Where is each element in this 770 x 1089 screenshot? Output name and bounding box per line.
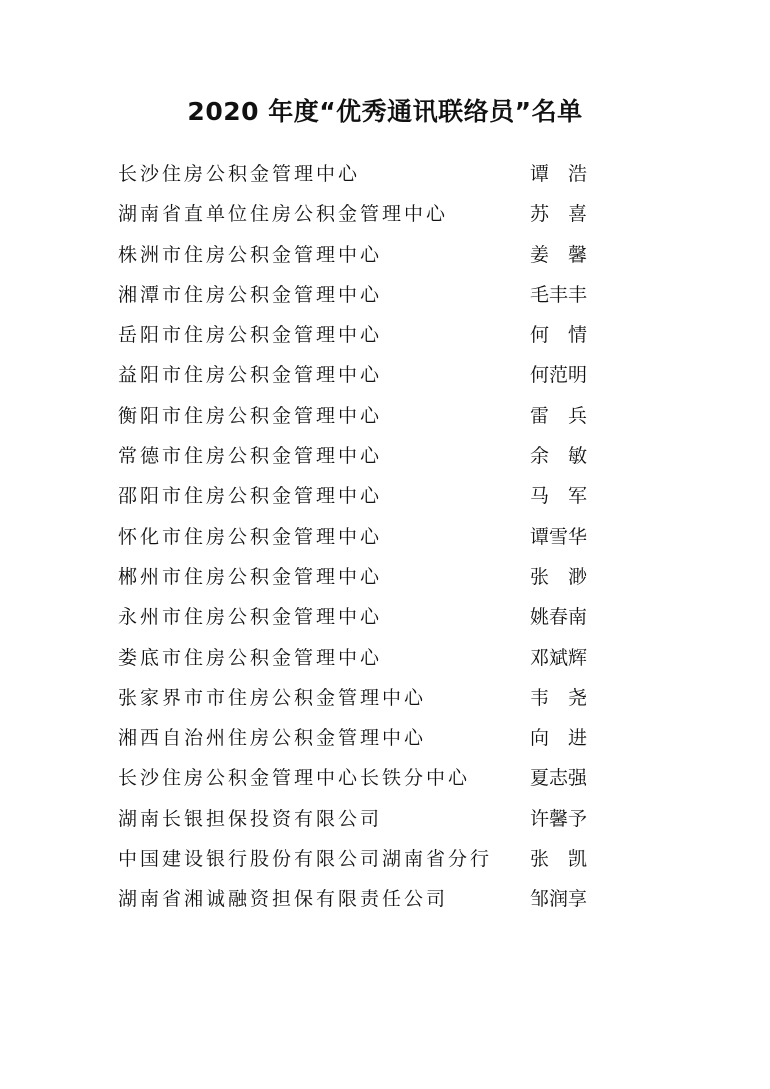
list-item bbox=[118, 881, 598, 921]
list-item bbox=[118, 519, 598, 559]
list-item bbox=[118, 438, 598, 478]
entry-list bbox=[118, 156, 598, 922]
org-name: 怀化市住房公积金管理中心 bbox=[118, 525, 383, 548]
list-item bbox=[118, 801, 598, 841]
org-name: 湖南长银担保投资有限公司 bbox=[118, 807, 383, 830]
list-item bbox=[118, 196, 598, 236]
org-name: 永州市住房公积金管理中心 bbox=[118, 606, 383, 629]
org-name: 益阳市住房公积金管理中心 bbox=[118, 364, 383, 387]
list-item bbox=[118, 680, 598, 720]
person-name: 韦 尧 bbox=[530, 686, 588, 709]
org-name: 常德市住房公积金管理中心 bbox=[118, 445, 383, 468]
org-name: 湖南省直单位住房公积金管理中心 bbox=[118, 203, 449, 226]
org-name: 中国建设银行股份有限公司湖南省分行 bbox=[118, 848, 493, 871]
list-item bbox=[118, 156, 598, 196]
person-name: 苏 喜 bbox=[530, 203, 588, 226]
org-name: 郴州市住房公积金管理中心 bbox=[118, 565, 383, 588]
person-name: 雷 兵 bbox=[530, 404, 588, 427]
org-name: 长沙住房公积金管理中心长铁分中心 bbox=[118, 767, 471, 790]
org-name: 湖南省湘诚融资担保有限责任公司 bbox=[118, 888, 449, 911]
person-name: 邹润享 bbox=[530, 888, 588, 911]
org-name: 岳阳市住房公积金管理中心 bbox=[118, 324, 383, 347]
person-name: 姜 馨 bbox=[530, 243, 588, 266]
person-name: 余 敏 bbox=[530, 445, 588, 468]
org-name: 张家界市市住房公积金管理中心 bbox=[118, 686, 427, 709]
org-name: 邵阳市住房公积金管理中心 bbox=[118, 485, 383, 508]
org-name: 湘西自治州住房公积金管理中心 bbox=[118, 727, 427, 750]
org-name: 长沙住房公积金管理中心 bbox=[118, 163, 361, 185]
list-item bbox=[118, 277, 598, 317]
person-name: 夏志强 bbox=[530, 767, 588, 790]
person-name: 邓斌辉 bbox=[530, 646, 588, 669]
list-item bbox=[118, 398, 598, 438]
person-name: 毛丰丰 bbox=[530, 283, 588, 306]
person-name: 张 渺 bbox=[530, 565, 588, 588]
person-name: 张 凯 bbox=[530, 848, 588, 871]
list-item bbox=[118, 237, 598, 277]
org-name: 娄底市住房公积金管理中心 bbox=[118, 646, 383, 669]
person-name: 马 军 bbox=[530, 485, 588, 508]
list-item bbox=[118, 478, 598, 518]
org-name: 湘潭市住房公积金管理中心 bbox=[118, 283, 383, 306]
list-item bbox=[118, 760, 598, 800]
list-item bbox=[118, 317, 598, 357]
list-item bbox=[118, 357, 598, 397]
person-name: 何 情 bbox=[530, 324, 588, 347]
person-name: 许馨予 bbox=[530, 807, 588, 830]
org-name: 衡阳市住房公积金管理中心 bbox=[118, 404, 383, 427]
person-name: 姚春南 bbox=[530, 606, 588, 629]
org-name: 株洲市住房公积金管理中心 bbox=[118, 243, 383, 266]
person-name: 向 进 bbox=[530, 727, 588, 750]
list-item bbox=[118, 841, 598, 881]
document-title: 2020 年度“优秀通讯联络员”名单 bbox=[187, 97, 583, 126]
person-name: 谭 浩 bbox=[530, 163, 588, 185]
list-item bbox=[118, 720, 598, 760]
list-item bbox=[118, 640, 598, 680]
person-name: 何范明 bbox=[530, 364, 588, 387]
list-item bbox=[118, 559, 598, 599]
person-name: 谭雪华 bbox=[530, 525, 588, 548]
list-item bbox=[118, 599, 598, 639]
